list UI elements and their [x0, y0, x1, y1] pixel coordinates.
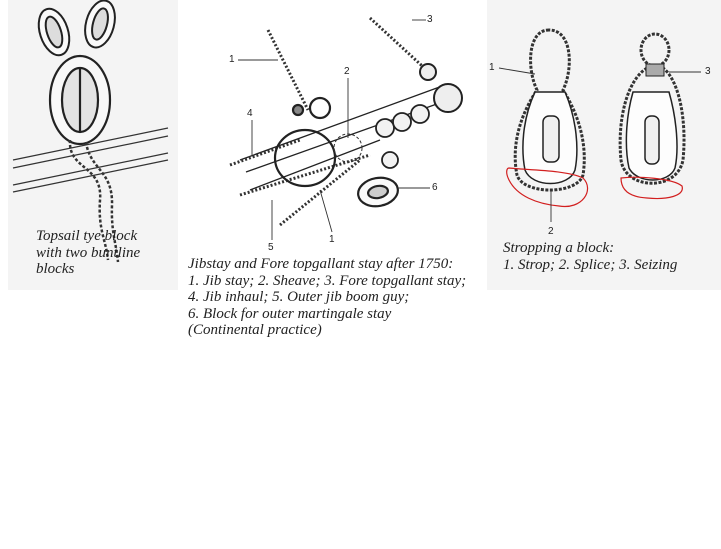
splice-label-2: 2: [548, 226, 554, 237]
jibstay-label-4: 4: [247, 108, 253, 119]
jibstay-label-6: 6: [432, 182, 438, 193]
jibstay-figure: [180, 0, 490, 340]
jibstay-label-5: 5: [268, 242, 274, 253]
jibstay-label-2: 2: [344, 66, 350, 77]
jibstay-caption: Jibstay and Fore topgallant stay after 1750: 1. Jib stay; 2. Sheave; 3. Fore topgallant stay; 4. Jib inhaul; 5. Outer jib boom guy; 6. Block for outer martingale stay (Continental practice): [188, 256, 467, 338]
jibstay-label-3: 3: [427, 14, 433, 25]
seizing-label-3: 3: [705, 66, 711, 77]
topsail-tye-block-figure: [8, 0, 178, 290]
topsail-caption: Topsail tye block with two buntline blocks: [36, 228, 141, 277]
stropping-block-figure: [487, 0, 721, 290]
jibstay-label-1: 1: [229, 54, 235, 65]
jibstay-label-1b: 1: [329, 234, 335, 245]
stropping-caption: Stropping a block: 1. Strop; 2. Splice; 3. Seizing: [503, 240, 678, 273]
strop-label-1: 1: [489, 62, 495, 73]
